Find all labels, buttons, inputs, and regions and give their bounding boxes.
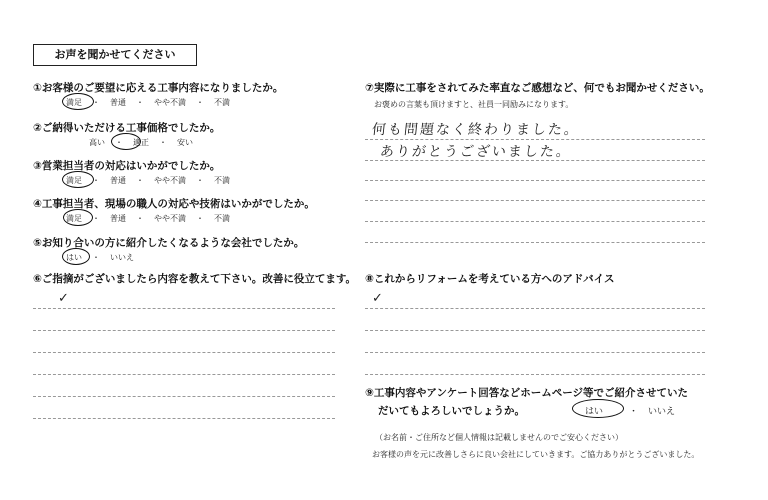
question-9-line1: ⑨工事内容やアンケート回答などホームページ等でご紹介させていた — [365, 387, 689, 399]
answer-line — [365, 352, 705, 353]
answer-circle-q5 — [62, 248, 90, 265]
question-1-options: 満足 ・ 普通 ・ やや不満 ・ 不満 — [66, 98, 230, 107]
answer-line — [365, 139, 705, 140]
handwritten-answer-line1: 何も問題なく終わりました。 — [371, 122, 581, 138]
answer-circle-q3 — [62, 171, 94, 188]
option-fair: 適正 — [133, 138, 149, 147]
answer-line — [365, 221, 705, 222]
question-4-options: 満足 ・ 普通 ・ やや不満 ・ 不満 — [66, 214, 230, 223]
answer-line — [365, 180, 705, 181]
privacy-note: （お名前・ご住所など個人情報は記載しませんのでご安心ください） — [375, 433, 623, 442]
question-9-options: はい ・ いいえ — [585, 407, 676, 417]
option-yes: はい — [585, 407, 604, 417]
handwritten-answer-line2: ありがとうございました。 — [379, 144, 573, 160]
question-9-line2: だいてもよろしいでしょうか。 — [378, 405, 525, 417]
answer-line — [33, 308, 335, 309]
answer-line — [33, 374, 335, 375]
answer-line — [33, 418, 335, 419]
answer-line — [365, 160, 705, 161]
question-6: ⑥ご指摘がございましたら内容を教えて下さい。改善に役立てます。 — [33, 273, 357, 285]
checkmark-q6: ✓ — [58, 291, 69, 306]
option-satisfied: 満足 — [66, 98, 82, 107]
answer-line — [33, 352, 335, 353]
answer-circle-q2 — [111, 133, 141, 150]
question-7: ⑦実際に工事をされてみた率直なご感想など、何でもお聞かせください。 — [365, 82, 710, 94]
answer-line — [365, 200, 705, 201]
survey-title: お声を聞かせてください — [33, 44, 197, 66]
answer-circle-q4 — [63, 209, 93, 226]
question-4: ④工事担当者、現場の職人の対応や技術はいかがでしたか。 — [33, 198, 315, 210]
answer-line — [365, 374, 705, 375]
answer-line — [365, 308, 705, 309]
answer-line — [33, 330, 335, 331]
question-3: ③営業担当者の対応はいかがでしたか。 — [33, 160, 221, 172]
answer-line — [33, 396, 335, 397]
question-5-options: はい ・ いいえ — [66, 253, 134, 262]
answer-line — [365, 242, 705, 243]
answer-line — [365, 330, 705, 331]
question-2: ②ご納得いただける工事価格でしたか。 — [33, 122, 221, 134]
question-1: ①お客様のご要望に応える工事内容になりましたか。 — [33, 82, 284, 94]
question-5: ⑤お知り合いの方に紹介したくなるような会社でしたか。 — [33, 237, 305, 249]
answer-circle-q9 — [572, 399, 624, 418]
question-2-options: 高い ・ 適正 ・ 安い — [89, 138, 193, 147]
question-3-options: 満足 ・ 普通 ・ やや不満 ・ 不満 — [66, 176, 230, 185]
answer-circle-q1 — [62, 93, 94, 110]
closing-note: お客様の声を元に改善しさらに良い会社にしていきます。ご協力ありがとうございました。 — [372, 450, 700, 459]
question-7-subtext: お褒めの言葉も頂けますと、社員一同励みになります。 — [374, 100, 574, 109]
checkmark-q8: ✓ — [372, 291, 383, 306]
question-8: ⑧これからリフォームを考えている方へのアドバイス — [365, 273, 615, 285]
